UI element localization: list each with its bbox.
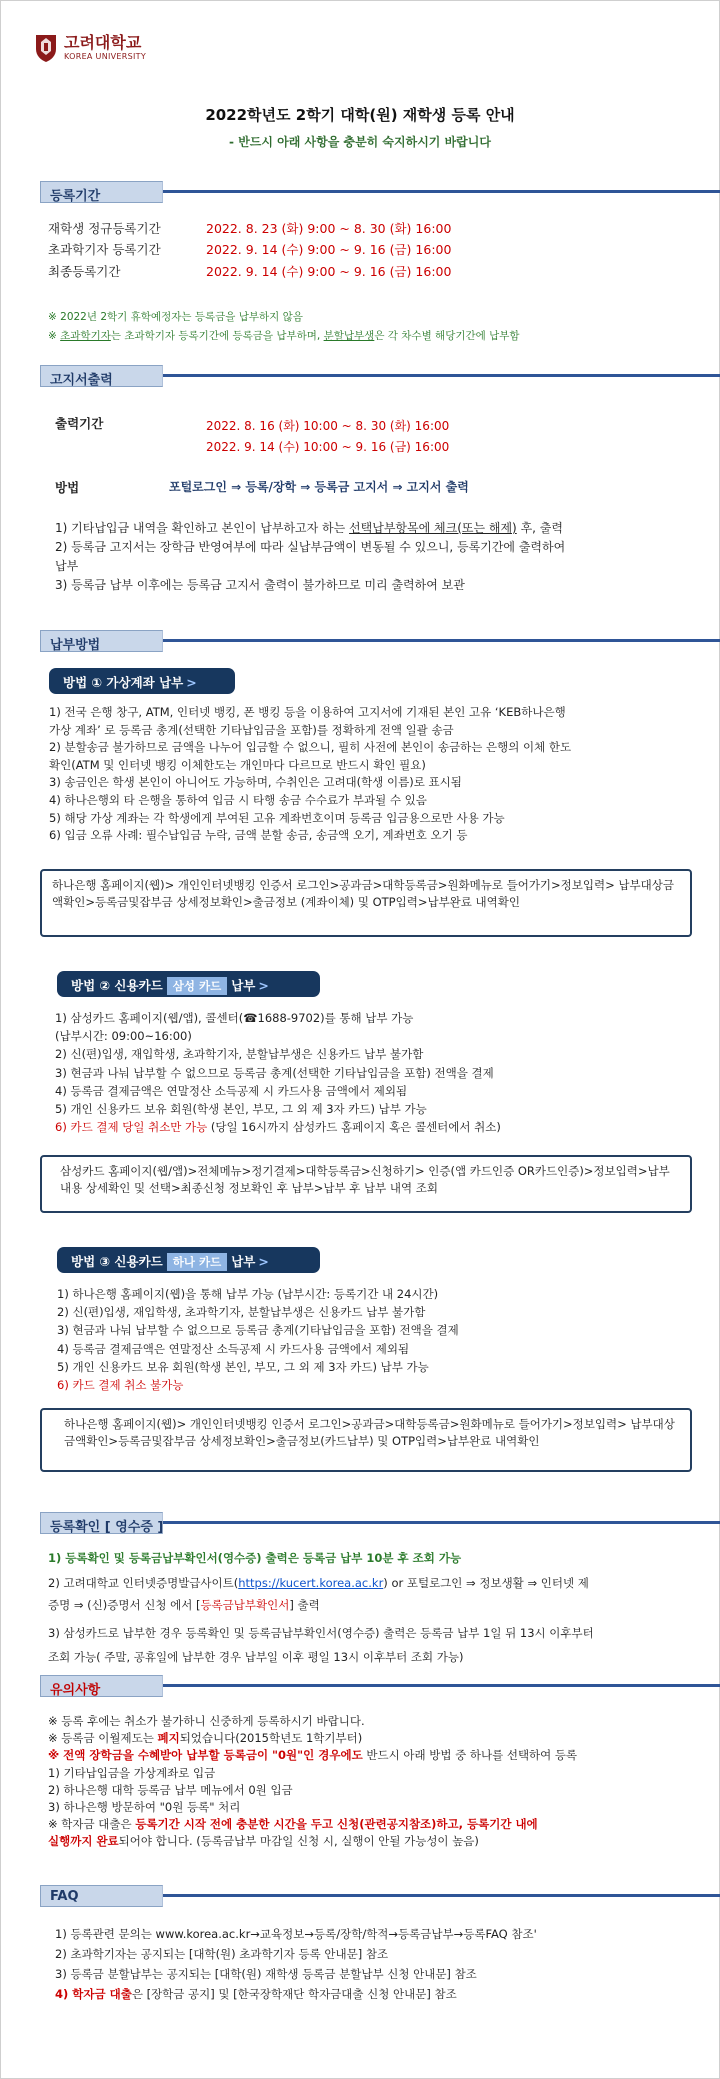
period-label-extra: 초과학기자 등록기간 [48, 242, 161, 257]
university-logo [34, 33, 146, 63]
period-value-final: 2022. 9. 14 (수) 9:00 ~ 9. 16 (금) 16:00 [206, 264, 452, 279]
list-item: 납부 [55, 559, 79, 573]
heading-rule [157, 639, 720, 642]
list-item: 2) 초과학기자는 공지되는 [대학(원) 초과학기자 등록 안내문] 참조 [55, 1947, 389, 1961]
list-item: ※ 등록 후에는 취소가 불가하니 신중하게 등록하시기 바랍니다. [48, 1714, 365, 1728]
heading-label: 등록기간 [40, 181, 163, 203]
notice-method-label: 방법 [55, 480, 80, 495]
list-item: 2) 등록금 고지서는 장학금 반영여부에 따라 실납부금액이 변동될 수 있으니, 등록기간에 출력하여 [55, 540, 566, 554]
list-item: 3) 등록금 납부 이후에는 등록금 고지서 출력이 불가하므로 미리 출력하여 보관 [55, 578, 465, 592]
method3-badge: 방법 ③ 신용카드 하나 카드 납부 > [57, 1247, 320, 1273]
method2-path-box: 삼성카드 홈페이지(웹/앱)>전체메뉴>정기결제>대학등록금>신청하기> 인증(앱 카드인증 OR카드인증)>정보입력>납부내용 상세확인 및 선택>최종신청 정보확인 후 납부>납부 후 납부 내역 조회 [40, 1155, 692, 1213]
heading-label: 등록확인 [ 영수증 ] [40, 1512, 163, 1534]
notice-period-2: 2022. 9. 14 (수) 10:00 ~ 9. 16 (금) 16:00 [206, 440, 450, 454]
heading-rule [157, 1521, 720, 1524]
crest-icon [34, 33, 58, 63]
period-value-extra: 2022. 9. 14 (수) 9:00 ~ 9. 16 (금) 16:00 [206, 242, 452, 257]
list-item: 실행까지 완료되어야 합니다. (등록금납부 마감일 신청 시, 실행이 안될 가능성이 높음) [48, 1834, 479, 1849]
list-item: 1) 전국 은행 창구, ATM, 인터넷 뱅킹, 폰 뱅킹 등을 이용하여 고지서에 기재된 본인 고유 ‘KEB하나은행 [49, 705, 566, 719]
list-item: 6) 입금 오류 사례: 필수납입금 누락, 금액 분할 송금, 송금액 오기, 계좌번호 오기 등 [49, 828, 468, 843]
chevron-right-icon: > [258, 978, 269, 993]
period-note-leave: ※ 2022년 2학기 휴학예정자는 등록금을 납부하지 않음 [48, 311, 303, 323]
list-item: 2) 신(편)입생, 재입학생, 초과학기자, 분할납부생은 신용카드 납부 불가함 [57, 1305, 426, 1320]
confirm-item-2: 2) 고려대학교 인터넷증명발급사이트(https://kucert.korea.ac.kr) or 포털로그인 ⇒ 정보생활 ⇒ 인터넷 제 [48, 1576, 589, 1590]
method3-path-box: 하나은행 홈페이지(웹)> 개인인터넷뱅킹 인증서 로그인>공과금>대학등록금>원화메뉴로 들어가기>정보입력> 납부대상금액확인>등록금및잡부금 상세정보확인>출금정보(카드납부) 및 OTP입력>납부완료 내역확인 [40, 1408, 692, 1472]
list-item: ※ 전액 장학금을 수혜받아 납부할 등록금이 "0원"인 경우에도 반드시 아래 방법 중 하나를 선택하여 등록 [48, 1748, 578, 1763]
list-item: 1) 삼성카드 홈페이지(웹/앱), 콜센터(☎1688-9702)를 통해 납부 가능 [55, 1011, 414, 1025]
list-item: 2) 분할송금 불가하므로 금액을 나누어 입금할 수 없으니, 필히 사전에 본인이 송금하는 은행의 이체 한도 [49, 740, 572, 755]
notice-list [55, 519, 565, 595]
period-label-final: 최종등록기간 [48, 264, 121, 279]
list-item: 5) 개인 신용카드 보유 회원(학생 본인, 부모, 그 외 제 3자 카드) 납부 가능 [55, 1102, 427, 1117]
list-item: ※ 등록금 이월제도는 폐지되었습니다(2015학년도 1학기부터) [48, 1731, 363, 1746]
list-item: 5) 해당 가상 계좌는 각 학생에게 부여된 고유 계좌번호이며 등록금 입금용으로만 사용 가능 [49, 810, 505, 825]
confirm-item-3: 3) 삼성카드로 납부한 경우 등록확인 및 등록금납부확인서(영수증) 출력은 등록금 납부 1일 뒤 13시 이후부터 [48, 1626, 594, 1640]
heading-label: 납부방법 [40, 630, 163, 652]
heading-label: 유의사항 [40, 1675, 163, 1697]
list-item: 6) 카드 결제 당일 취소만 가능 (당일 16시까지 삼성카드 홈페이지 혹은 콜센터에서 취소) [55, 1120, 501, 1135]
heading-rule [157, 1684, 720, 1687]
list-item: 3) 등록금 분할납부는 공지되는 [대학(원) 재학생 등록금 분할납부 신청 안내문] 참조 [55, 1967, 477, 1981]
method2-badge: 방법 ② 신용카드 삼성 카드 납부 > [57, 971, 320, 997]
notice-period-label: 출력기간 [55, 416, 104, 431]
logo-name-ko: 고려대학교 [64, 33, 142, 52]
list-item: 5) 개인 신용카드 보유 회원(학생 본인, 부모, 그 외 제 3자 카드) 납부 가능 [57, 1359, 429, 1374]
list-item: 1) 기타납입금 내역을 확인하고 본인이 납부하고자 하는 선택납부항목에 체크(또는 해제) 후, 출력 [55, 521, 563, 535]
list-item: 1) 등록관련 문의는 www.korea.ac.kr→교육정보→등록/장학/학적→등록금납부→등록FAQ 참조' [55, 1927, 537, 1941]
chevron-right-icon: > [186, 675, 197, 690]
list-item: 3) 현금과 나눠 납부할 수 없으므로 등록금 총계(선택한 기타납입금을 포함) 전액을 결제 [55, 1065, 494, 1080]
faq-list [55, 1924, 537, 2004]
list-item: 1) 기타납입금을 가상계좌로 입금 [48, 1765, 216, 1780]
chevron-right-icon: > [258, 1254, 269, 1269]
period-label-regular: 재학생 정규등록기간 [48, 221, 161, 236]
method3-list [57, 1285, 459, 1394]
list-item: ※ 학자금 대출은 등록기간 시작 전에 충분한 시간을 두고 신청(관련공지참조)하고, 등록기간 내에 [48, 1817, 538, 1832]
method2-list [55, 1009, 501, 1136]
period-note-extra: ※ 초과학기자는 초과학기자 등록기간에 등록금을 납부하며, 분할납부생은 각 차수별 해당기간에 납부함 [48, 330, 520, 342]
method1-list [49, 704, 571, 845]
notice-period-1: 2022. 8. 16 (화) 10:00 ~ 8. 30 (화) 16:00 [206, 419, 450, 433]
heading-label: 고지서출력 [40, 365, 163, 387]
heading-rule [157, 374, 720, 377]
heading-label: FAQ [40, 1885, 163, 1907]
list-item: (납부시간: 09:00~16:00) [55, 1029, 192, 1044]
list-item: 4) 하나은행외 타 은행을 통하여 입금 시 타행 송금 수수료가 부과될 수 있음 [49, 792, 427, 807]
method1-badge: 방법 ① 가상계좌 납부 > [49, 668, 235, 694]
caution-list [48, 1713, 577, 1851]
list-item: 3) 하나은행 방문하여 "0원 등록" 처리 [48, 1800, 241, 1815]
list-item: 4) 등록금 결제금액은 연말정산 소득공제 시 카드사용 금액에서 제외됨 [57, 1341, 410, 1356]
confirm-item-1: 1) 등록확인 및 등록금납부확인서(영수증) 출력은 등록금 납부 10분 후 조회 가능 [48, 1551, 462, 1565]
period-value-regular: 2022. 8. 23 (화) 9:00 ~ 8. 30 (화) 16:00 [206, 221, 452, 236]
confirm-item-2-cont: 증명 ⇒ (신)증명서 신청 에서 [등록금납부확인서] 출력 [48, 1598, 320, 1612]
logo-name-en: KOREA UNIVERSITY [64, 52, 147, 61]
page-subtitle: - 반드시 아래 사항을 충분히 숙지하시기 바랍니다 [229, 135, 491, 149]
confirm-item-3-cont: 조회 가능( 주말, 공휴일에 납부한 경우 납부일 이후 평일 13시 이후부터 조회 가능) [48, 1650, 464, 1664]
list-item: 6) 카드 결제 취소 불가능 [57, 1378, 184, 1393]
method1-path-box: 하나은행 홈페이지(웹)> 개인인터넷뱅킹 인증서 로그인>공과금>대학등록금>원화메뉴로 들어가기>정보입력> 납부대상금액확인>등록금및잡부금 상세정보확인>출금정보 (계좌이체) 및 OTP입력>납부완료 내역확인 [40, 869, 692, 937]
list-item: 3) 현금과 나눠 납부할 수 없으므로 등록금 총계(기타납입금을 포함) 전액을 결제 [57, 1323, 459, 1338]
list-item: 4) 학자금 대출은 [장학금 공지] 및 [한국장학재단 학자금대출 신청 안내문] 참조 [55, 1987, 457, 2001]
kucert-link[interactable]: https://kucert.korea.ac.kr [238, 1576, 384, 1590]
list-item: 가상 계좌’ 로 등록금 총계(선택한 기타납입금을 포함)를 정확하게 전액 일괄 송금 [49, 722, 454, 737]
list-item: 4) 등록금 결제금액은 연말정산 소득공제 시 카드사용 금액에서 제외됨 [55, 1083, 408, 1098]
notice-method-value: 포털로그인 ⇒ 등록/장학 ⇒ 등록금 고지서 ⇒ 고지서 출력 [169, 480, 469, 494]
heading-rule [157, 1894, 720, 1897]
page-title: 2022학년도 2학기 대학(원) 재학생 등록 안내 [205, 106, 515, 124]
list-item: 1) 하나은행 홈페이지(웹)을 통해 납부 가능 (납부시간: 등록기간 내 24시간) [57, 1287, 439, 1301]
list-item: 2) 하나은행 대학 등록금 납부 메뉴에서 0원 입금 [48, 1782, 293, 1797]
list-item: 2) 신(편)입생, 재입학생, 초과학기자, 분할납부생은 신용카드 납부 불가함 [55, 1047, 424, 1062]
list-item: 확인(ATM 및 인터넷 뱅킹 이체한도는 개인마다 다르므로 반드시 확인 필요) [49, 757, 426, 772]
heading-rule [157, 190, 720, 193]
list-item: 3) 송금인은 학생 본인이 아니어도 가능하며, 수취인은 고려대(학생 이름)로 표시됨 [49, 775, 462, 790]
